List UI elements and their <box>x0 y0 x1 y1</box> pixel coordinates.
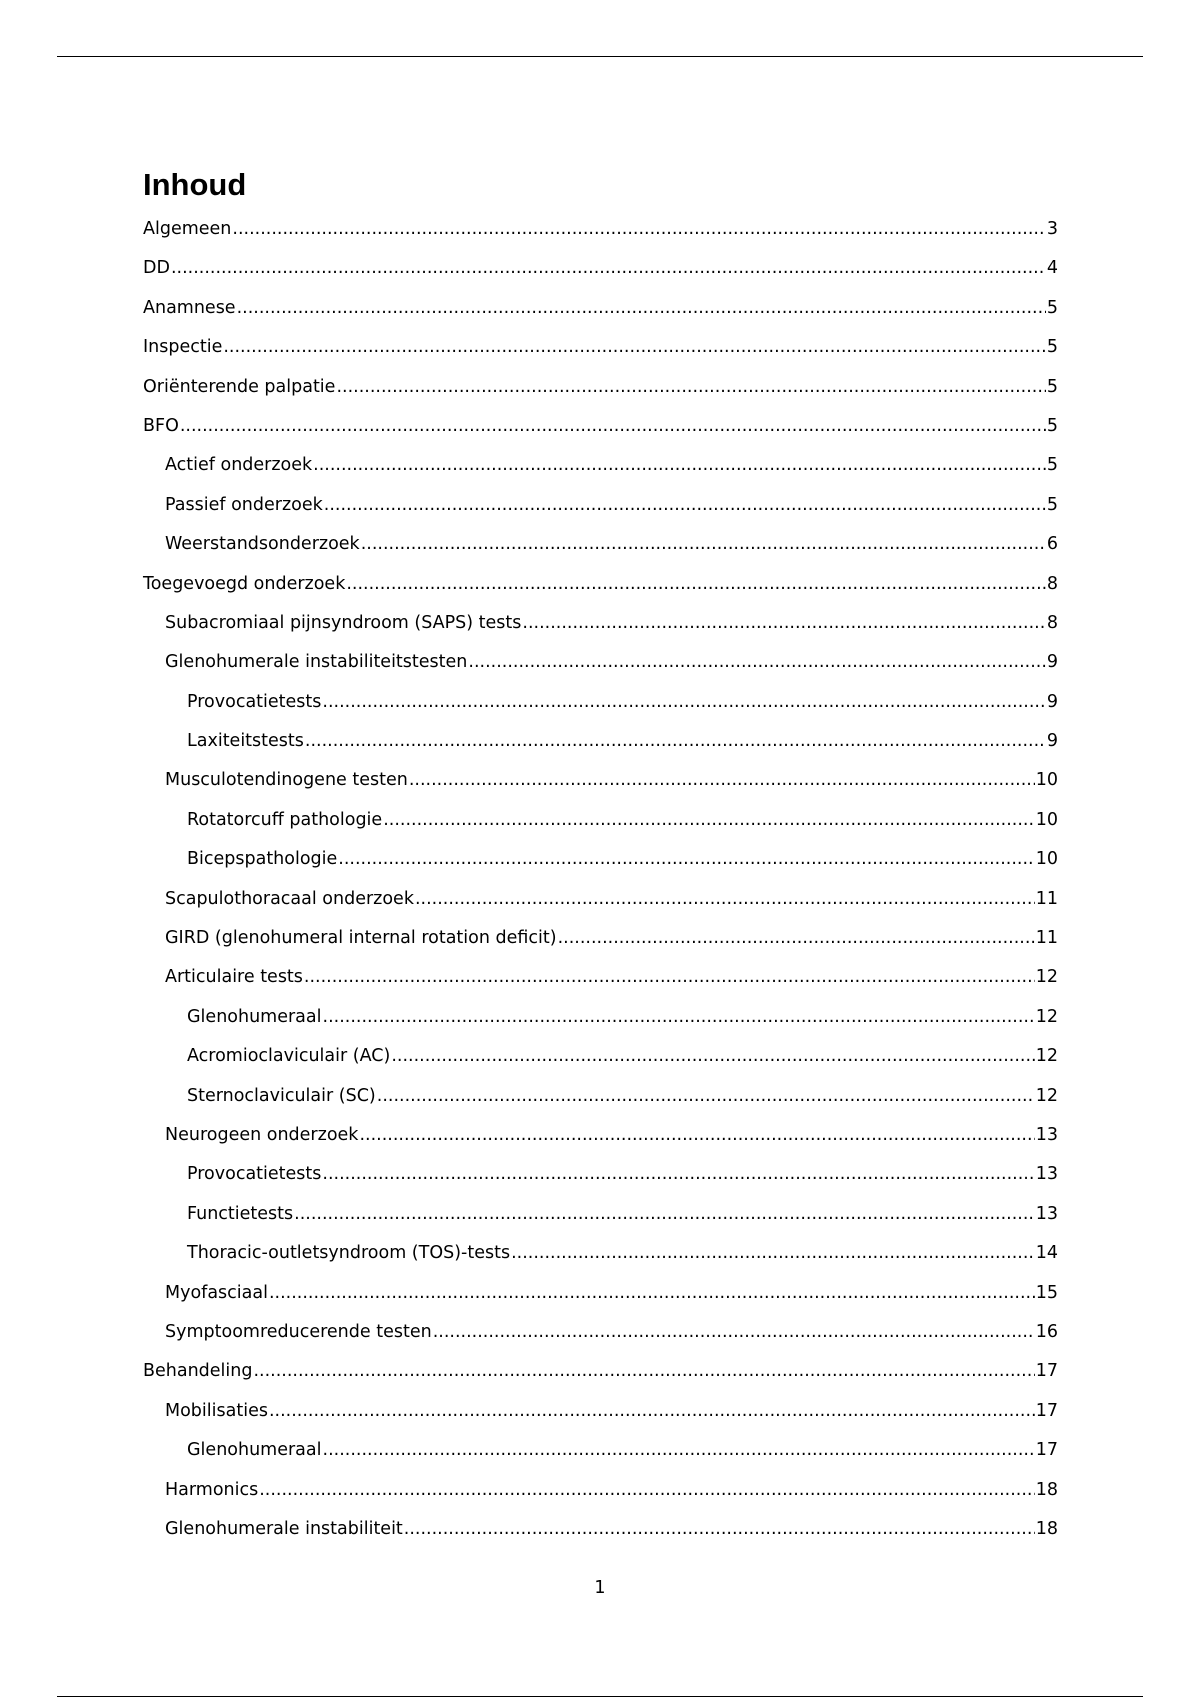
toc-dot-leader <box>294 1195 1035 1234</box>
toc-dot-leader <box>322 1155 1034 1194</box>
toc-entry[interactable] <box>143 1352 1058 1391</box>
toc-dot-leader <box>253 1352 1034 1391</box>
toc-dot-leader <box>377 1077 1035 1116</box>
toc-entry-label: DD <box>143 258 170 279</box>
toc-dot-leader <box>522 604 1045 643</box>
toc-entry[interactable] <box>143 328 1058 367</box>
toc-entry-label: Weerstandsonderzoek <box>165 534 360 555</box>
toc-entry-label: Musculotendinogene testen <box>165 770 408 791</box>
toc-dot-leader <box>338 840 1034 879</box>
toc-dot-leader <box>511 1234 1035 1273</box>
toc-dot-leader <box>558 919 1035 958</box>
toc-entry-label: BFO <box>143 415 179 436</box>
page-number: 1 <box>594 1578 606 1598</box>
toc-entry[interactable] <box>143 289 1058 328</box>
toc-entry-label: Thoracic-outletsyndroom (TOS)-tests <box>187 1243 511 1264</box>
toc-dot-leader <box>323 1431 1035 1470</box>
toc-entry[interactable] <box>143 998 1058 1037</box>
toc-entry-label: Algemeen <box>143 219 232 239</box>
toc-entry-page-number: 9 <box>1046 691 1058 712</box>
toc-entry[interactable] <box>143 1431 1058 1470</box>
toc-entry-page-number: 5 <box>1046 337 1058 358</box>
toc-entry-page-number: 4 <box>1046 258 1058 279</box>
toc-dot-leader <box>336 368 1045 407</box>
toc-entry[interactable] <box>143 1234 1058 1273</box>
toc-entry-page-number: 13 <box>1035 1203 1058 1224</box>
toc-entry-page-number: 14 <box>1035 1243 1058 1264</box>
toc-entry-page-number: 9 <box>1046 652 1058 673</box>
toc-entry[interactable] <box>143 840 1058 879</box>
toc-dot-leader <box>180 407 1046 446</box>
toc-dot-leader <box>171 249 1046 288</box>
toc-entry-label: Functietests <box>187 1203 294 1224</box>
toc-entry[interactable] <box>143 919 1058 958</box>
toc-entry[interactable] <box>143 486 1058 525</box>
toc-dot-leader <box>232 210 1045 249</box>
toc-entry[interactable] <box>143 565 1058 604</box>
toc-entry[interactable] <box>143 604 1058 643</box>
toc-dot-leader <box>323 998 1035 1037</box>
toc-entry-label: Oriënterende palpatie <box>143 376 336 397</box>
toc-dot-leader <box>269 1274 1035 1313</box>
toc-entry-page-number: 13 <box>1035 1124 1058 1145</box>
header-rule <box>57 56 1143 57</box>
toc-entry[interactable] <box>143 761 1058 800</box>
toc-entry-label: Harmonics <box>165 1479 259 1500</box>
toc-entry-label: Rotatorcuff pathologie <box>187 809 383 830</box>
toc-dot-leader <box>383 801 1035 840</box>
toc-dot-leader <box>313 446 1046 485</box>
toc-entry[interactable] <box>143 1077 1058 1116</box>
toc-dot-leader <box>409 761 1035 800</box>
toc-dot-leader <box>346 565 1046 604</box>
toc-entry[interactable] <box>143 1510 1058 1549</box>
toc-dot-leader <box>269 1392 1035 1431</box>
toc-entry-page-number: 5 <box>1046 494 1058 515</box>
footer-rule <box>57 1696 1143 1697</box>
toc-entry-page-number: 17 <box>1035 1361 1058 1382</box>
toc-entry-page-number: 13 <box>1035 1164 1058 1185</box>
toc-entry-list <box>143 210 1058 1549</box>
toc-entry-label: Provocatietests <box>187 1164 322 1185</box>
toc-entry-label: Behandeling <box>143 1361 253 1382</box>
toc-dot-leader <box>322 683 1045 722</box>
toc-entry-label: Inspectie <box>143 337 223 358</box>
toc-entry-label: Glenohumeraal <box>187 1440 322 1461</box>
toc-entry-label: Articulaire tests <box>165 967 303 988</box>
toc-entry-page-number: 12 <box>1035 1006 1058 1027</box>
toc-entry-label: Anamnese <box>143 297 236 318</box>
toc-entry-label: Mobilisaties <box>165 1400 268 1421</box>
toc-entry[interactable] <box>143 722 1058 761</box>
toc-entry[interactable] <box>143 446 1058 485</box>
toc-entry-page-number: 17 <box>1035 1440 1058 1461</box>
toc-entry[interactable] <box>143 1471 1058 1510</box>
toc-entry-label: Acromioclaviculair (AC) <box>187 1046 391 1067</box>
toc-dot-leader <box>433 1313 1035 1352</box>
toc-entry[interactable] <box>143 683 1058 722</box>
toc-entry[interactable] <box>143 880 1058 919</box>
toc-dot-leader <box>468 643 1045 682</box>
toc-entry-label: Toegevoegd onderzoek <box>143 573 346 594</box>
toc-entry-page-number: 6 <box>1046 534 1058 555</box>
toc-entry[interactable] <box>143 801 1058 840</box>
toc-entry[interactable] <box>143 1195 1058 1234</box>
toc-entry-page-number: 10 <box>1035 809 1058 830</box>
toc-entry-label: Subacromiaal pijnsyndroom (SAPS) tests <box>165 612 522 633</box>
toc-entry-page-number: 8 <box>1046 612 1058 633</box>
toc-dot-leader <box>361 525 1046 564</box>
toc-entry[interactable] <box>143 1392 1058 1431</box>
toc-entry[interactable] <box>143 1313 1058 1352</box>
toc-entry[interactable] <box>143 525 1058 564</box>
toc-entry-page-number: 9 <box>1046 731 1058 752</box>
toc-entry-page-number: 16 <box>1035 1321 1058 1342</box>
toc-entry[interactable] <box>143 1155 1058 1194</box>
toc-entry[interactable] <box>143 643 1058 682</box>
toc-dot-leader <box>404 1510 1035 1549</box>
toc-dot-leader <box>391 1037 1034 1076</box>
toc-entry-page-number: 5 <box>1046 415 1058 436</box>
toc-entry-page-number: 10 <box>1035 849 1058 870</box>
toc-entry-page-number: 3 <box>1046 219 1058 239</box>
toc-entry-page-number: 17 <box>1035 1400 1058 1421</box>
toc-entry-page-number: 5 <box>1046 297 1058 318</box>
toc-entry-page-number: 12 <box>1035 1046 1058 1067</box>
toc-entry[interactable] <box>143 958 1058 997</box>
toc-entry-label: Myofasciaal <box>165 1282 268 1303</box>
toc-dot-leader <box>237 289 1046 328</box>
toc-entry[interactable] <box>143 249 1058 288</box>
toc-entry-label: Glenohumerale instabiliteit <box>165 1518 403 1539</box>
toc-entry-label: Scapulothoracaal onderzoek <box>165 888 414 909</box>
toc-entry-page-number: 18 <box>1035 1518 1058 1539</box>
toc-entry-label: Actief onderzoek <box>165 455 313 476</box>
toc-entry-label: Passief onderzoek <box>165 494 323 515</box>
toc-entry-label: Bicepspathologie <box>187 849 338 870</box>
toc-entry-label: Glenohumeraal <box>187 1006 322 1027</box>
toc-entry-label: Glenohumerale instabiliteitstesten <box>165 652 468 673</box>
toc-dot-leader <box>359 1116 1034 1155</box>
toc-dot-leader <box>324 486 1046 525</box>
toc-entry[interactable] <box>143 210 1058 249</box>
toc-dot-leader <box>259 1471 1035 1510</box>
toc-entry-page-number: 15 <box>1035 1282 1058 1303</box>
toc-entry-page-number: 12 <box>1035 1085 1058 1106</box>
toc-entry-page-number: 11 <box>1035 928 1058 949</box>
toc-title: Inhoud <box>143 167 247 202</box>
toc-entry[interactable] <box>143 1274 1058 1313</box>
toc-entry-label: Neurogeen onderzoek <box>165 1124 359 1145</box>
toc-entry-label: Provocatietests <box>187 691 322 712</box>
toc-entry-label: GIRD (glenohumeral internal rotation deficit) <box>165 928 557 949</box>
toc-dot-leader <box>305 722 1046 761</box>
toc-entry-page-number: 8 <box>1046 573 1058 594</box>
toc-entry[interactable] <box>143 1116 1058 1155</box>
toc-entry[interactable] <box>143 368 1058 407</box>
toc-entry-page-number: 11 <box>1035 888 1058 909</box>
toc-entry[interactable] <box>143 1037 1058 1076</box>
toc-dot-leader <box>304 958 1035 997</box>
toc-dot-leader <box>223 328 1046 367</box>
toc-entry-label: Laxiteitstests <box>187 731 304 752</box>
toc-entry[interactable] <box>143 407 1058 446</box>
table-of-contents <box>143 160 1058 1549</box>
toc-entry-page-number: 18 <box>1035 1479 1058 1500</box>
toc-entry-label: Symptoomreducerende testen <box>165 1321 432 1342</box>
toc-entry-page-number: 5 <box>1046 376 1058 397</box>
toc-entry-page-number: 10 <box>1035 770 1058 791</box>
toc-entry-page-number: 12 <box>1035 967 1058 988</box>
toc-entry-page-number: 5 <box>1046 455 1058 476</box>
toc-entry-label: Sternoclaviculair (SC) <box>187 1085 376 1106</box>
toc-dot-leader <box>415 880 1035 919</box>
